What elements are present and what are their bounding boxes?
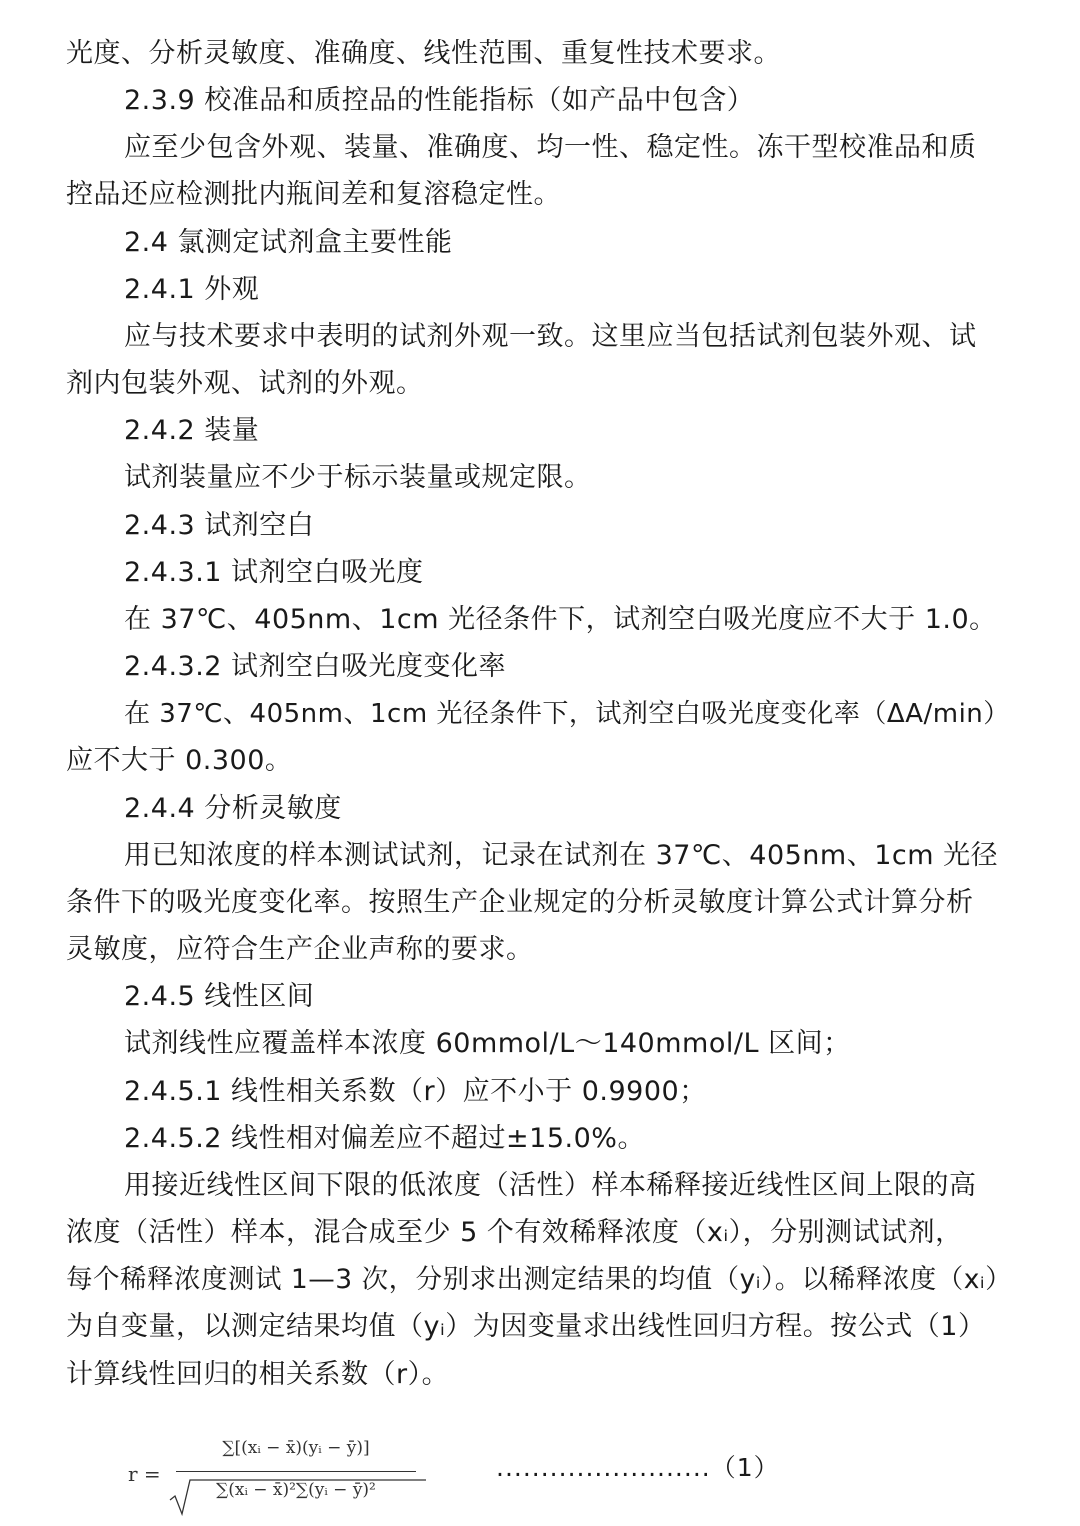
section-heading: 2.4.1 外观: [124, 274, 260, 305]
section-heading: 2.3.9 校准品和质控品的性能指标（如产品中包含）: [124, 85, 755, 116]
paragraph-line: 应至少包含外观、装量、准确度、均一性、稳定性。冻干型校准品和质: [124, 132, 977, 163]
section-heading: 2.4.4 分析灵敏度: [124, 793, 342, 824]
formula-numerator: ∑[(xᵢ − x̄)(yᵢ − ȳ)]: [222, 1438, 370, 1458]
paragraph-line: 试剂线性应覆盖样本浓度 60mmol/L～140mmol/L 区间；: [124, 1028, 851, 1059]
section-heading: 2.4 氯测定试剂盒主要性能: [124, 227, 453, 258]
equation-number: ........................（1）: [496, 1453, 780, 1482]
section-heading: 2.4.2 装量: [124, 415, 260, 446]
paragraph-line: 2.4.5.2 线性相对偏差应不超过±15.0%。: [124, 1123, 645, 1154]
paragraph-line: 应不大于 0.300。: [66, 745, 293, 776]
paragraph-line: 用接近线性区间下限的低浓度（活性）样本稀释接近线性区间上限的高: [124, 1170, 977, 1201]
paragraph-line: 2.4.5.1 线性相关系数（r）应不小于 0.9900；: [124, 1076, 707, 1107]
section-heading: 2.4.5 线性区间: [124, 981, 315, 1012]
paragraph-line: 用已知浓度的样本测试试剂，记录在试剂在 37℃、405nm、1cm 光径: [124, 840, 999, 871]
paragraph-line: 试剂装量应不少于标示装量或规定限。: [124, 462, 592, 493]
section-heading: 2.4.3 试剂空白: [124, 510, 315, 541]
paragraph-line: 在 37℃、405nm、1cm 光径条件下，试剂空白吸光度应不大于 1.0。: [124, 604, 997, 635]
formula-denominator: ∑(xᵢ − x̄)²∑(yᵢ − ȳ)²: [216, 1480, 376, 1500]
fraction-bar: [176, 1471, 416, 1472]
formula-lhs: r =: [128, 1462, 161, 1486]
correlation-formula: [128, 1432, 780, 1522]
paragraph-line: 控品还应检测批内瓶间差和复溶稳定性。: [66, 179, 561, 210]
paragraph-line: 应与技术要求中表明的试剂外观一致。这里应当包括试剂包装外观、试: [124, 321, 977, 352]
paragraph-line: 在 37℃、405nm、1cm 光径条件下，试剂空白吸光度变化率（ΔA/min）: [124, 699, 1010, 729]
paragraph-line: 为自变量，以测定结果均值（yᵢ）为因变量求出线性回归方程。按公式（1）: [66, 1311, 986, 1342]
paragraph-line: 计算线性回归的相关系数（r）。: [66, 1359, 450, 1390]
section-heading: 2.4.3.1 试剂空白吸光度: [124, 557, 424, 588]
paragraph-line: 浓度（活性）样本，混合成至少 5 个有效稀释浓度（xᵢ），分别测试试剂，: [66, 1217, 963, 1248]
paragraph-line: 剂内包装外观、试剂的外观。: [66, 368, 424, 399]
paragraph-line: 条件下的吸光度变化率。按照生产企业规定的分析灵敏度计算公式计算分析: [66, 887, 974, 918]
paragraph-line: 灵敏度，应符合生产企业声称的要求。: [66, 934, 534, 965]
paragraph-line: 每个稀释浓度测试 1—3 次，分别求出测定结果的均值（yᵢ）。以稀释浓度（xᵢ）: [66, 1264, 1013, 1295]
section-heading: 2.4.3.2 试剂空白吸光度变化率: [124, 651, 507, 682]
paragraph-line: 光度、分析灵敏度、准确度、线性范围、重复性技术要求。: [66, 38, 781, 69]
